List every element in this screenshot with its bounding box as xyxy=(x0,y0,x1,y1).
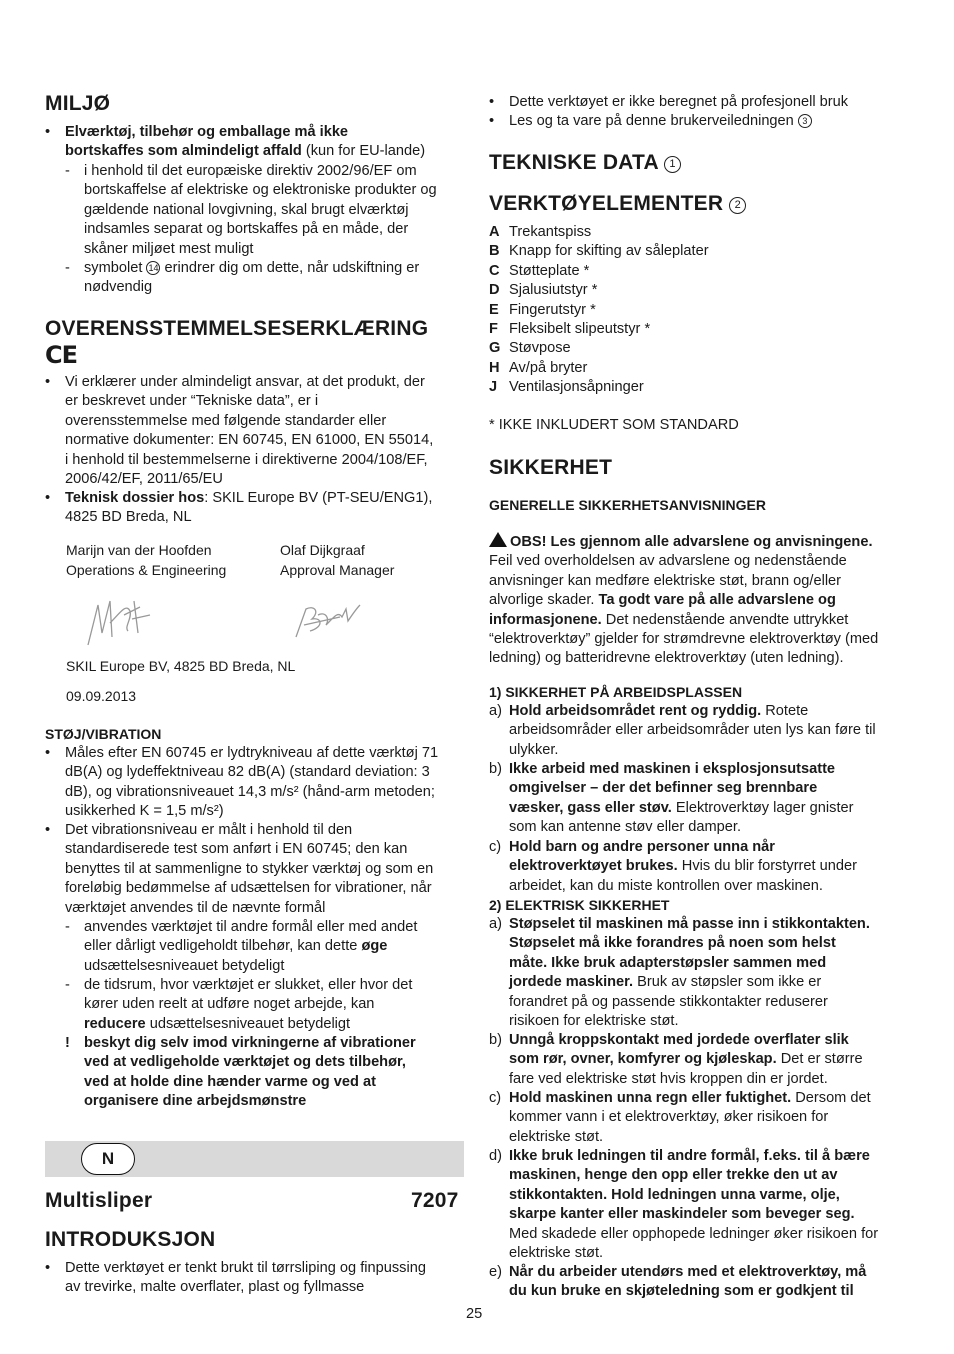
sig2-role: Approval Manager xyxy=(280,562,395,578)
stoj-b2-lines-line: benyttes til at sammenligne to stykker værktøj og som en xyxy=(65,860,434,877)
stoj-b1-lines-line: usikkerhed K = 1,5 m/s²) xyxy=(65,803,224,820)
ref-2-icon: 2 xyxy=(729,197,746,214)
element-key: F xyxy=(489,320,498,337)
element-key: H xyxy=(489,359,500,376)
overens-b1-lines-line: Vi erklærer under almindeligt ansvar, at det produkt, der xyxy=(65,374,425,390)
language-bar xyxy=(45,1141,464,1177)
element-label: Støtteplate * xyxy=(509,262,590,279)
s2d-b1: Ikke bruk ledningen til andre formål, f.eks. til å bære xyxy=(509,1148,870,1164)
obs-l5b: Det nedenstående anvendte uttrykket xyxy=(601,611,849,628)
element-label: Ventilasjonsåpninger xyxy=(509,379,644,396)
obs-l5a: informasjonene. xyxy=(489,611,602,628)
miljo-sub1-lines-line: i henhold til det europæiske direktiv 2002/96/EF om xyxy=(84,163,417,179)
obs-bold: OBS! Les gjennom alle advarslene og anvisningene. xyxy=(510,534,873,550)
stoj-title: STØJ/VIBRATION xyxy=(45,726,162,742)
warning-mark: ! xyxy=(65,1035,70,1051)
top-b1-text: Dette verktøyet er ikke beregnet på profesjonell bruk xyxy=(509,94,849,110)
element-key: E xyxy=(489,301,499,318)
s1b-b1: Ikke arbeid med maskinen i eksplosjonsutsatte xyxy=(509,761,836,777)
page-number: 25 xyxy=(466,1306,483,1322)
s2c-n1: Dersom det xyxy=(791,1090,871,1106)
stoj-warn-lines-line: ved at holde dine hænder varme og ved at xyxy=(84,1073,376,1090)
language-badge: N xyxy=(81,1143,135,1175)
dossier-value: : SKIL Europe BV (PT-SEU/ENG1), xyxy=(204,490,433,506)
s2d-b2: maskinen, henge den opp eller trekke den ut av xyxy=(509,1167,838,1184)
element-row xyxy=(489,339,914,358)
stoj-warn-lines-line: organisere dine arbejdsmønstre xyxy=(84,1093,307,1110)
element-label: Sjalusiutstyr * xyxy=(509,282,598,299)
miljo-sub1-lines-line: skåner miljøet mest muligt xyxy=(84,240,254,257)
s2c-n3: elektriske støt. xyxy=(509,1128,604,1145)
s2c-n2: kommer vann i et elektroverktøy, øker risikoen for xyxy=(509,1109,829,1126)
ref-1-icon: 1 xyxy=(664,156,681,173)
obs-l6: “elektroverktøy” gjelder for strømdrevne elektroverktøy (med xyxy=(489,631,879,648)
s1-title: 1) SIKKERHET PÅ ARBEIDSPLASSEN xyxy=(489,684,743,700)
element-row xyxy=(489,281,914,300)
element-row xyxy=(489,301,914,320)
overens-b1-lines-line: er beskrevet under “Tekniske data”, er i xyxy=(65,393,319,410)
s1-c: udsættelsesniveauet betydeligt xyxy=(84,957,285,974)
stoj-b2-lines-line: Det vibrationsniveau er målt i henhold til den xyxy=(65,822,353,838)
s2-title: 2) ELEKTRISK SIKKERHET xyxy=(489,897,670,913)
miljo-bold-a: Elværktøj, tilbehør og emballage må ikke xyxy=(65,124,349,140)
elements-list xyxy=(489,223,914,398)
s1b-b2: omgivelser – der det befinner seg brennbare xyxy=(509,780,818,797)
s2b-b1: Unngå kroppskontakt med jordede overflater slik xyxy=(509,1032,849,1048)
s2d-b4: skarpe kanter eller maskindeler som beveger seg. xyxy=(509,1206,855,1223)
s2e-b2: du kun bruke en skjøteledning som er godkjent til xyxy=(509,1283,854,1300)
s2d-n6: elektriske støt. xyxy=(509,1245,604,1262)
sikkerhet-title: SIKKERHET xyxy=(489,456,613,479)
element-key: B xyxy=(489,243,500,260)
s1b-b3: væsker, gass eller støv. xyxy=(509,799,672,816)
element-label: Knapp for skifting av såleplater xyxy=(509,243,709,260)
product-code: 7207 xyxy=(411,1189,459,1212)
intro-b1-lines-line: Dette verktøyet er tenkt brukt til tørrsliping og finpussing xyxy=(65,1260,426,1276)
s1a-n1: Rotete xyxy=(761,703,809,719)
element-key: A xyxy=(489,224,500,240)
stoj-b1-lines-line: dB(A) og lydeffektniveau 82 dB(A) (standard deviation: 3 xyxy=(65,764,430,781)
obs-l3: anvisninger kan medføre elektriske støt, brann og/eller xyxy=(489,572,842,589)
element-label: Trekantspiss xyxy=(509,224,592,240)
stoj-b2-lines-line: værktøjet anvendes til de nævnte formål xyxy=(65,899,326,916)
s1c-b1: Hold barn og andre personer unna når xyxy=(509,839,775,855)
declaration-date: 09.09.2013 xyxy=(66,688,137,704)
tekniske-data-title xyxy=(489,151,681,175)
sig1-role: Operations & Engineering xyxy=(66,562,227,578)
overens-b1-lines-line: 2006/42/EF, 2011/65/EU xyxy=(65,471,223,488)
s1c-n3: arbeidet, kan du miste kontrollen over maskinen. xyxy=(509,877,823,894)
s2-c: udsættelsesniveauet betydeligt xyxy=(145,1015,351,1032)
dossier-line2: 4825 BD Breda, NL xyxy=(65,509,192,526)
s2a-n4: Bruk av støpsler som ikke er xyxy=(633,974,822,991)
element-key: C xyxy=(489,262,500,279)
sub2-b: erindrer dig om dette, når udskiftning er xyxy=(160,260,420,276)
ce-mark-icon: CE xyxy=(45,341,78,369)
s2a-b3: måte. Ikke bruk adapterstøpsler sammen med xyxy=(509,954,827,971)
miljo-sub1-lines-line: indsamles separat og bortskaffes på en måde, der xyxy=(84,221,409,238)
element-key: D xyxy=(489,282,500,299)
overens-b1-lines-line: normative dokumenter: EN 60745, EN 61000, EN 55014, xyxy=(65,432,434,449)
stoj-warn-lines-line: beskyt dig selv imod virkningerne af vibrationer xyxy=(84,1035,416,1051)
s2b-n3: fare ved elektriske støt hvis kroppen din er jordet. xyxy=(509,1070,828,1087)
stoj-b2-lines-line: foreløbig bedømmelse af udsættelsen for vibrationer, når xyxy=(65,880,432,897)
s2a-b1: Støpselet til maskinen må passe inn i stikkontakten. xyxy=(509,916,870,932)
stoj-warn-lines-line: ved at vedligeholde værktøjet og dets tilbehør, xyxy=(84,1054,406,1071)
element-row xyxy=(489,242,914,261)
signature-2-icon xyxy=(290,597,370,643)
element-row xyxy=(489,359,914,378)
generelle-title: GENERELLE SIKKERHETSANVISNINGER xyxy=(489,497,766,513)
s2-b: kører uden reelt at udføre noget arbejde, kan xyxy=(84,996,375,1013)
sub2-c: nødvendig xyxy=(84,279,153,296)
s2a-n5: forandret på og passende stikkontakter reduserer xyxy=(509,993,828,1010)
miljo-sub1-lines-line: gældende national lovgivning, skal brugt elværktøj xyxy=(84,201,409,218)
obs-l2: Feil ved overholdelsen av advarslene og nedenstående xyxy=(489,553,847,570)
obs-l7: ledning) og batteridrevne elektroverktøy (uten ledning). xyxy=(489,650,844,667)
top-b2-text: Les og ta vare på denne brukerveiledningen xyxy=(509,113,798,129)
s1c-n2: Hvis du blir forstyrret under xyxy=(677,858,857,875)
company-address: SKIL Europe BV, 4825 BD Breda, NL xyxy=(66,658,296,674)
stoj-b2-lines-line: standardiserede test som anført i EN 60745; den kan xyxy=(65,841,408,858)
s1-bold: øge xyxy=(361,938,388,955)
s2d-n5: Med skadede eller opphopede ledninger øker risikoen for xyxy=(509,1225,879,1242)
ref-3-icon: 3 xyxy=(798,114,812,128)
s2e-b1: Når du arbeider utendørs med et elektroverktøy, må xyxy=(509,1264,867,1280)
element-label: Av/på bryter xyxy=(509,359,588,376)
element-key: J xyxy=(489,379,498,396)
overens-b1-lines-line: i henhold til bestemmelserne i direktiverne 2004/108/EF, xyxy=(65,451,428,468)
intro-title: INTRODUKSJON xyxy=(45,1228,216,1251)
s1-a: anvendes værktøjet til andre formål eller med andet xyxy=(84,919,418,935)
s2b-n2: Det er større xyxy=(776,1051,863,1068)
s2c-b1: Hold maskinen unna regn eller fuktighet. xyxy=(509,1090,792,1106)
element-row xyxy=(489,262,914,281)
element-row xyxy=(489,223,914,242)
section-title-miljo: MILJØ xyxy=(45,92,111,115)
s1b-n4: som kan antenne støv eller damper. xyxy=(509,819,741,836)
s2d-b3: stikkontakten. Hold ledningen unna varme, olje, xyxy=(509,1186,840,1203)
element-label: Fingerutstyr * xyxy=(509,301,596,318)
miljo-sub1-lines-line: bortskaffelse af elektriske og elektroniske produkter og xyxy=(84,182,437,199)
s2a-b4: jordede maskiner. xyxy=(509,974,634,991)
product-name: Multisliper xyxy=(45,1189,153,1212)
s1a-b: Hold arbeidsområdet rent og ryddig. xyxy=(509,703,762,719)
s1c-b2: elektroverktøyet brukes. xyxy=(509,858,678,875)
s2a-n6: risikoen for elektriske støt. xyxy=(509,1013,679,1030)
s1a-n3: ulykker. xyxy=(509,741,559,758)
s2b-b2: som rør, ovner, komfyrer og kjøleskap. xyxy=(509,1051,777,1068)
s1b-n3: Elektroverktøy lager gnister xyxy=(671,799,854,816)
verktoyelementer-title xyxy=(489,192,746,216)
signature-1-icon xyxy=(80,593,160,651)
s2-bold: reducere xyxy=(84,1015,146,1032)
sig1-name: Marijn van der Hoofden xyxy=(66,542,212,558)
s2a-b2: Støpselet må ikke forandres på noen som helst xyxy=(509,935,836,952)
element-row xyxy=(489,378,914,397)
sub2-a: symbolet xyxy=(84,260,147,276)
obs-l4a: alvorlige skader. xyxy=(489,592,599,609)
verk-title-text: VERKTØYELEMENTER xyxy=(489,192,724,215)
overens-b1-lines-line: overensstemmelse med følgende standarder eller xyxy=(65,412,387,429)
s2-a: de tidsrum, hvor værktøjet er slukket, eller hvor det xyxy=(84,977,413,993)
element-label: Støvpose xyxy=(509,340,571,357)
element-key: G xyxy=(489,340,501,357)
obs-paragraph xyxy=(489,532,914,669)
element-label: Fleksibelt slipeutstyr * xyxy=(509,320,651,337)
stoj-b1-lines-line: Måles efter EN 60745 er lydtrykniveau af dette værktøj 71 xyxy=(65,745,439,761)
warning-triangle-icon xyxy=(489,532,507,547)
symbol-14-icon: 14 xyxy=(148,263,159,273)
stoj-b1-lines-line: dB), og vibrationsniveauet 14,3 m/s² (hånd-arm metoden; xyxy=(65,783,435,800)
s1-b: eller dårligt vedligeholdt tilbehør, kan dette xyxy=(84,938,362,955)
tek-title-text: TEKNISKE DATA xyxy=(489,151,659,174)
s1a-n2: arbeidsområder eller arbeidsområder uten lys kan føre til xyxy=(509,722,876,739)
miljo-bold-b: bortskaffes som almindeligt affald xyxy=(65,143,302,160)
dossier-label: Teknisk dossier hos xyxy=(65,490,205,506)
element-row xyxy=(489,320,914,339)
bullet-mark: • xyxy=(45,124,51,140)
section-title-overens: OVERENSSTEMMELSESERKLÆRING xyxy=(45,317,429,340)
miljo-normal: (kun for EU-lande) xyxy=(301,143,426,160)
intro-b1-lines-line: av trevirke, malte overflater, plast og fyllmasse xyxy=(65,1279,365,1296)
sig2-name: Olaf Dijkgraaf xyxy=(280,542,365,558)
obs-l4b: Ta godt vare på alle advarslene og xyxy=(598,592,836,609)
not-included-note: * IKKE INKLUDERT SOM STANDARD xyxy=(489,417,739,433)
